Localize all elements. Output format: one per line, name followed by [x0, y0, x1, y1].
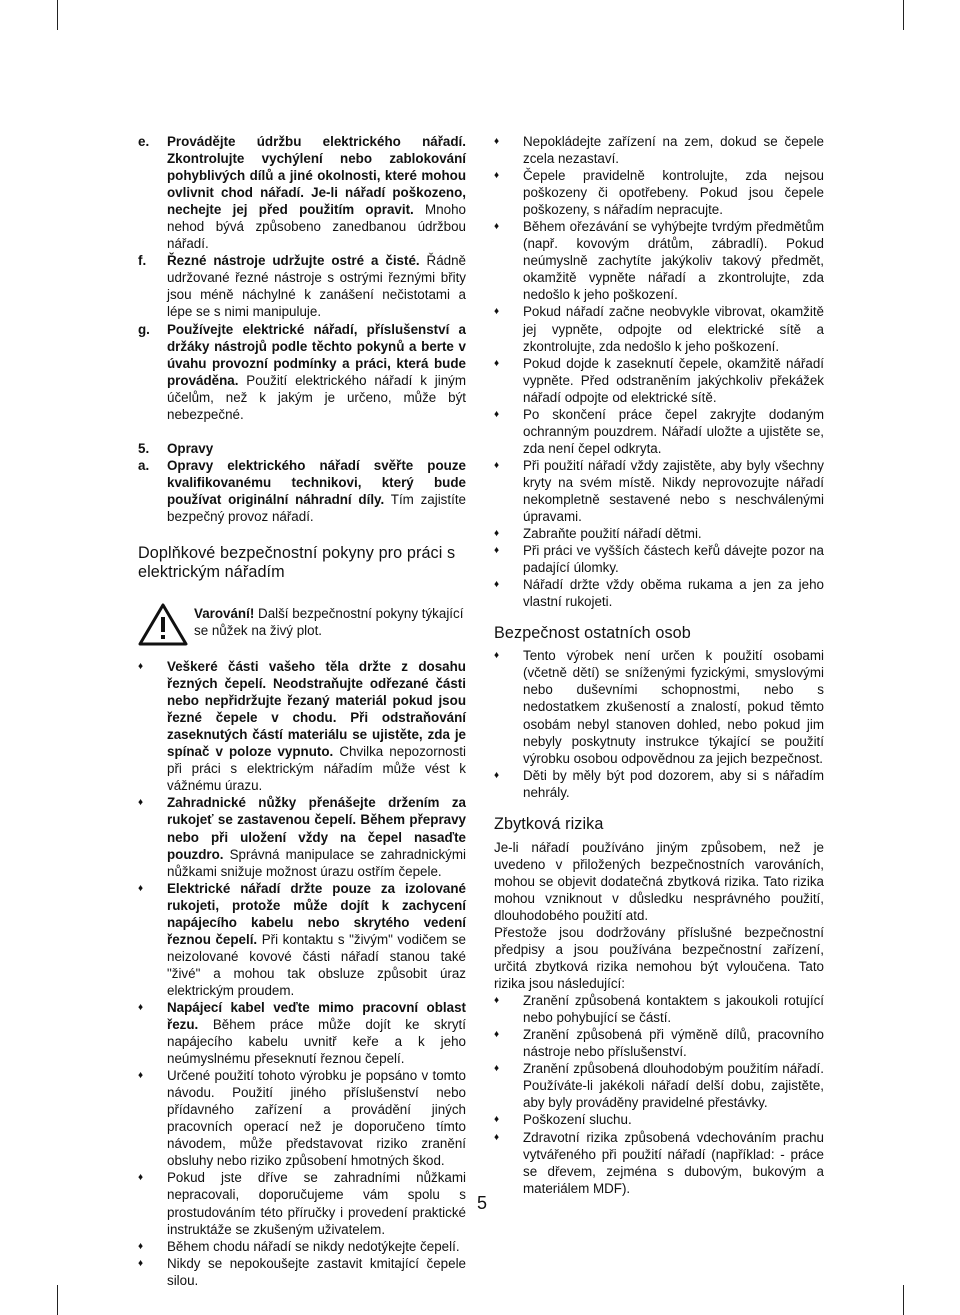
item-text: Řádně udržované řezné nástroje s ostrými řeznými břity jsou méně náchylné k zanášení nečistotami a lépe se s nimi manipuluje.: [167, 253, 466, 320]
bullet-text: Určené použití tohoto výrobku je popsáno v tomto návodu. Použití jiného příslušenství nebo přídavného zařízení a provádění jiných pracovních operací než je doporučeno tímto návodem, může představovat riziko zranění obsluhy nebo riziko způsobení hmotných škod.: [167, 1068, 466, 1169]
bullet-text: Po skončení práce čepel zakryjte dodaným ochranným pouzdrem. Nářadí uložte a ujistěte se, zda není čepel odkryta.: [523, 406, 824, 456]
diamond-bullet-icon: ♦: [494, 459, 500, 471]
item-text: Mnoho nehod bývá způsobeno zanedbanou údržbou nářadí.: [167, 202, 466, 252]
diamond-bullet-icon: ♦: [494, 136, 500, 147]
bullet-item: [138, 880, 466, 999]
list-item-a: [138, 457, 466, 525]
bullet-text: Tento výrobek není určen k použití osobami (včetně dětí) se sníženými fyzickými, smyslovými nebo duševními schopnostmi, nebo s nedostatkem zkušeností a znalostí, pokud těmto osobám nebyl stanoven dohled, nebo pokud jim nebyly poskytnuty instrukce týkající se použití výrobku osobou odpovědnou za jejich bezpečnost.: [523, 648, 824, 766]
bullet-text: Zranění způsobená dlouhodobým použitím nářadí. Používáte-li jakékoli nářadí delší dobu, zajistěte, aby byly prováděny pravidelné přestávky.: [523, 1061, 824, 1111]
bullet-item: [494, 576, 824, 610]
bullet-item: [494, 406, 824, 457]
section-heading-others-safety: Bezpečnost ostatních osob: [494, 624, 691, 643]
bullet-text: Nikdy se nepokoušejte zastavit kmitající čepele silou.: [167, 1255, 466, 1288]
diamond-bullet-icon: ♦: [494, 170, 500, 182]
warning-label: Varování!: [194, 606, 255, 622]
bullet-text: Zranění způsobená při výměně dílů, pracovního nástroje nebo příslušenství.: [523, 1027, 824, 1060]
diamond-bullet-icon: ♦: [494, 579, 500, 591]
bullet-item: [494, 167, 824, 218]
bullet-text: Při kontaktu s "živým" vodičem se neizolované kovové části nářadí stanou také "živé" a mohou tak obsluze způsobit úraz elektrickým proudem.: [167, 931, 467, 998]
bullet-item: [138, 1238, 466, 1255]
bullet-text: Při práci ve vyšších částech keřů dávejte pozor na padající úlomky.: [523, 543, 824, 576]
bullet-text: Během chodu nářadí se nikdy nedotýkejte čepelí.: [167, 1238, 460, 1254]
bullet-text: Pokud nářadí začne neobvykle vibrovat, okamžitě jej vypněte, odpojte od elektrické sítě a zkontrolujte, zda nedošlo k jeho poškození.: [523, 304, 824, 354]
bullet-item: [494, 542, 824, 576]
crop-mark-bottom-right: [903, 1285, 904, 1315]
item-label: g.: [138, 321, 150, 337]
item-bold-text: Řezné nástroje udržujte ostré a čisté.: [167, 253, 420, 269]
warning-triangle-icon: [138, 602, 188, 647]
bullet-item: [494, 1129, 824, 1197]
bullet-item: [494, 457, 824, 525]
bullet-item: [138, 1169, 466, 1237]
bullet-item: [494, 647, 824, 766]
bullet-bold-text: Zahradnické nůžky přenášejte držením za rukojeť se zastavenou čepelí. Během přepravy nebo při uložení vždy na čepel nasaďte pouzdro.: [167, 795, 466, 862]
list-item-f: [138, 252, 466, 320]
list-item-e: [138, 133, 466, 252]
diamond-bullet-icon: ♦: [138, 1070, 144, 1082]
residual-paragraph-1: Je-li nářadí používáno jiným způsobem, než je uvedeno v přiložených bezpečnostních varováních, mohou se objevit dodatečná zbytková rizika. Tato rizika mohou vzniknout v důsledku nesprávného použití, dlouhodobého použití atd.: [494, 839, 824, 923]
crop-mark-top-right: [903, 0, 904, 30]
diamond-bullet-icon: ♦: [494, 306, 500, 318]
diamond-bullet-icon: ♦: [138, 797, 144, 809]
bullet-text: Zabraňte použití nářadí dětmi.: [523, 526, 702, 542]
diamond-bullet-icon: ♦: [494, 1131, 500, 1143]
diamond-bullet-icon: ♦: [494, 1114, 500, 1126]
bullet-item: [494, 303, 824, 354]
warning-block: [138, 600, 466, 658]
bullet-text: Nepokládejte zařízení na zem, dokud se čepele zcela nezastaví.: [523, 134, 824, 167]
section-heading-additional-safety: Doplňkové bezpečnostní pokyny pro práci s elektrickým nářadím: [138, 544, 456, 582]
diamond-bullet-icon: ♦: [494, 545, 500, 557]
right-bullet-list-3: [494, 992, 824, 1197]
bullet-item: [494, 525, 824, 542]
item-label: a.: [138, 457, 150, 473]
warning-text: [194, 605, 466, 639]
bullet-item: [494, 218, 824, 303]
item-text: Tím zajistíte bezpečný provoz nářadí.: [167, 491, 466, 524]
bullet-text: Čepele pravidelně kontrolujte, zda nejsou poškozeny či opotřebeny. Pokud jsou čepele poškozeny, s nářadím nepracujte.: [523, 168, 824, 218]
item-label: f.: [138, 253, 147, 269]
item-text: Použití elektrického nářadí k jiným účelům, než k jakým je určeno, může být nebezpečné.: [167, 372, 466, 422]
section-heading-residual-risks: Zbytková rizika: [494, 814, 604, 833]
right-bullet-list-1: [494, 133, 824, 610]
diamond-bullet-icon: ♦: [494, 650, 500, 662]
diamond-bullet-icon: ♦: [138, 1257, 144, 1269]
bullet-item: [494, 355, 824, 406]
diamond-bullet-icon: ♦: [494, 769, 500, 781]
diamond-bullet-icon: ♦: [138, 661, 144, 673]
bullet-text: Děti by měly být pod dozorem, aby si s nářadím nehrály.: [523, 767, 824, 800]
diamond-bullet-icon: ♦: [494, 528, 500, 540]
diamond-bullet-icon: ♦: [494, 1063, 500, 1075]
diamond-bullet-icon: ♦: [494, 357, 500, 369]
bullet-text: Poškození sluchu.: [523, 1112, 632, 1128]
bullet-text: Nářadí držte vždy oběma rukama a jen za jeho vlastní rukojeti.: [523, 577, 824, 610]
diamond-bullet-icon: ♦: [494, 1029, 500, 1041]
bullet-bold-text: Elektrické nářadí držte pouze za izolované rukojeti, protože může dojít k zachycení napájecího kabelu nebo skrytého vedení řeznou čepelí.: [167, 880, 466, 947]
bullet-text: Při použití nářadí vždy zajistěte, aby byly všechny kryty na svém místě. Nikdy neprovozujte nářadí nekompletně sestavené nebo s neschválenými úpravami.: [523, 457, 824, 525]
bullet-bold-text: Napájecí kabel veďte mimo pracovní oblast řezu.: [167, 999, 466, 1033]
bullet-text: Zranění způsobená kontaktem s jakoukoli rotující nebo pohybující se částí.: [523, 993, 824, 1026]
diamond-bullet-icon: ♦: [138, 1001, 144, 1013]
diamond-bullet-icon: ♦: [494, 221, 500, 233]
item-label: e.: [138, 134, 150, 149]
warning-description: Další bezpečnostní pokyny týkající se nůžek na živý plot.: [194, 606, 464, 639]
crop-mark-top-left: [57, 0, 58, 30]
bullet-text: Chvilka nepozornosti při práci s elektrickým nářadím může vést k vážnému úrazu.: [167, 744, 466, 794]
bullet-text: Zdravotní rizika způsobená vdechováním prachu vytvářeného při použití nářadí (například: - práce se dřevem, zejména s dubovým, bukovým a materiálem MDF).: [523, 1129, 824, 1196]
diamond-bullet-icon: ♦: [138, 882, 144, 894]
bullet-item: [138, 999, 466, 1067]
bullet-item: [494, 1111, 824, 1128]
bullet-item: [494, 1060, 824, 1111]
bullet-text: Pokud jste dříve se zahradními nůžkami nepracovali, doporučujeme vám spolu s prostudováním této příručky i provedení praktické instruktáže se zkušeným uživatelem.: [167, 1170, 466, 1237]
diamond-bullet-icon: ♦: [494, 408, 500, 420]
bullet-item: [138, 794, 466, 879]
bullet-item: [138, 1255, 466, 1289]
bullet-text: Pokud dojde k zaseknutí čepele, okamžitě nářadí vypněte. Před odstraněním jakýchkoliv překážek nářadí odpojte od elektrické sítě.: [523, 355, 824, 405]
page-number: 5: [476, 1193, 487, 1213]
item-bold-text: Opravy elektrického nářadí svěřte pouze kvalifikovanému technikovi, který bude používat originální náhradní díly.: [167, 457, 466, 507]
item-bold-text: Používejte elektrické nářadí, příslušenství a držáky nástrojů podle těchto pokynů a berte v úvahu provozní podmínky a práci, která bude prováděna.: [167, 321, 466, 388]
bullet-text: Správná manipulace se zahradnickými nůžkami snižuje možnost úrazu ostřím čepele.: [167, 846, 466, 879]
diamond-bullet-icon: ♦: [138, 1240, 144, 1252]
diamond-bullet-icon: ♦: [494, 995, 500, 1007]
residual-paragraph-2: Přestože jsou dodržovány příslušné bezpečnostní předpisy a jsou používána bezpečnostní zařízení, určitá zbytková rizika nemohou být vyloučena. Tato rizika jsou následující:: [494, 924, 824, 992]
item-bold-text: Provádějte údržbu elektrického nářadí. Zkontrolujte vychýlení nebo zablokování pohyblivých dílů a jiné okolnosti, které mohou ovlivnit chod nářadí. Je-li nářadí poškozeno, nechejte jej před použitím opravit.: [167, 134, 466, 218]
bullet-text: Během ořezávání se vyhýbejte tvrdým předmětům (např. kovovým drátům, zábradlí). Pokud neúmyslně zachytíte jakýkoliv takový předmět, okamžitě vypněte nářadí a zkontrolujte, zda nedošlo k jeho poškození.: [523, 219, 824, 303]
right-column: [494, 133, 824, 1197]
bullet-bold-text: Veškeré části vašeho těla držte z dosahu řezných čepelí. Neodstraňujte odřezané části nebo nepřidržujte řezaný materiál pokud jsou řezné čepele v chodu. Při odstraňování zaseknutých částí materiálu se ujistěte, zda je spínač v poloze vypnuto.: [167, 659, 466, 760]
right-bullet-list-2: [494, 647, 824, 800]
section-title: Opravy: [167, 440, 214, 456]
list-item-g: [138, 321, 466, 423]
diamond-bullet-icon: ♦: [138, 1172, 144, 1184]
left-bullet-list: [138, 658, 466, 1289]
bullet-item: [138, 1067, 466, 1169]
bullet-item: [494, 992, 824, 1026]
bullet-item: [494, 767, 824, 801]
left-column: [138, 133, 466, 1289]
bullet-item: [494, 133, 824, 167]
section-number: 5.: [138, 440, 150, 456]
bullet-item: [138, 658, 466, 794]
section-title-opravy: [138, 440, 466, 457]
crop-mark-bottom-left: [57, 1285, 58, 1315]
bullet-item: [494, 1026, 824, 1060]
bullet-text: Během práce může dojít ke skrytí napájecího kabelu uvnitř keře a k jeho neúmyslnému přeseknutí řeznou čepelí.: [167, 1017, 466, 1067]
